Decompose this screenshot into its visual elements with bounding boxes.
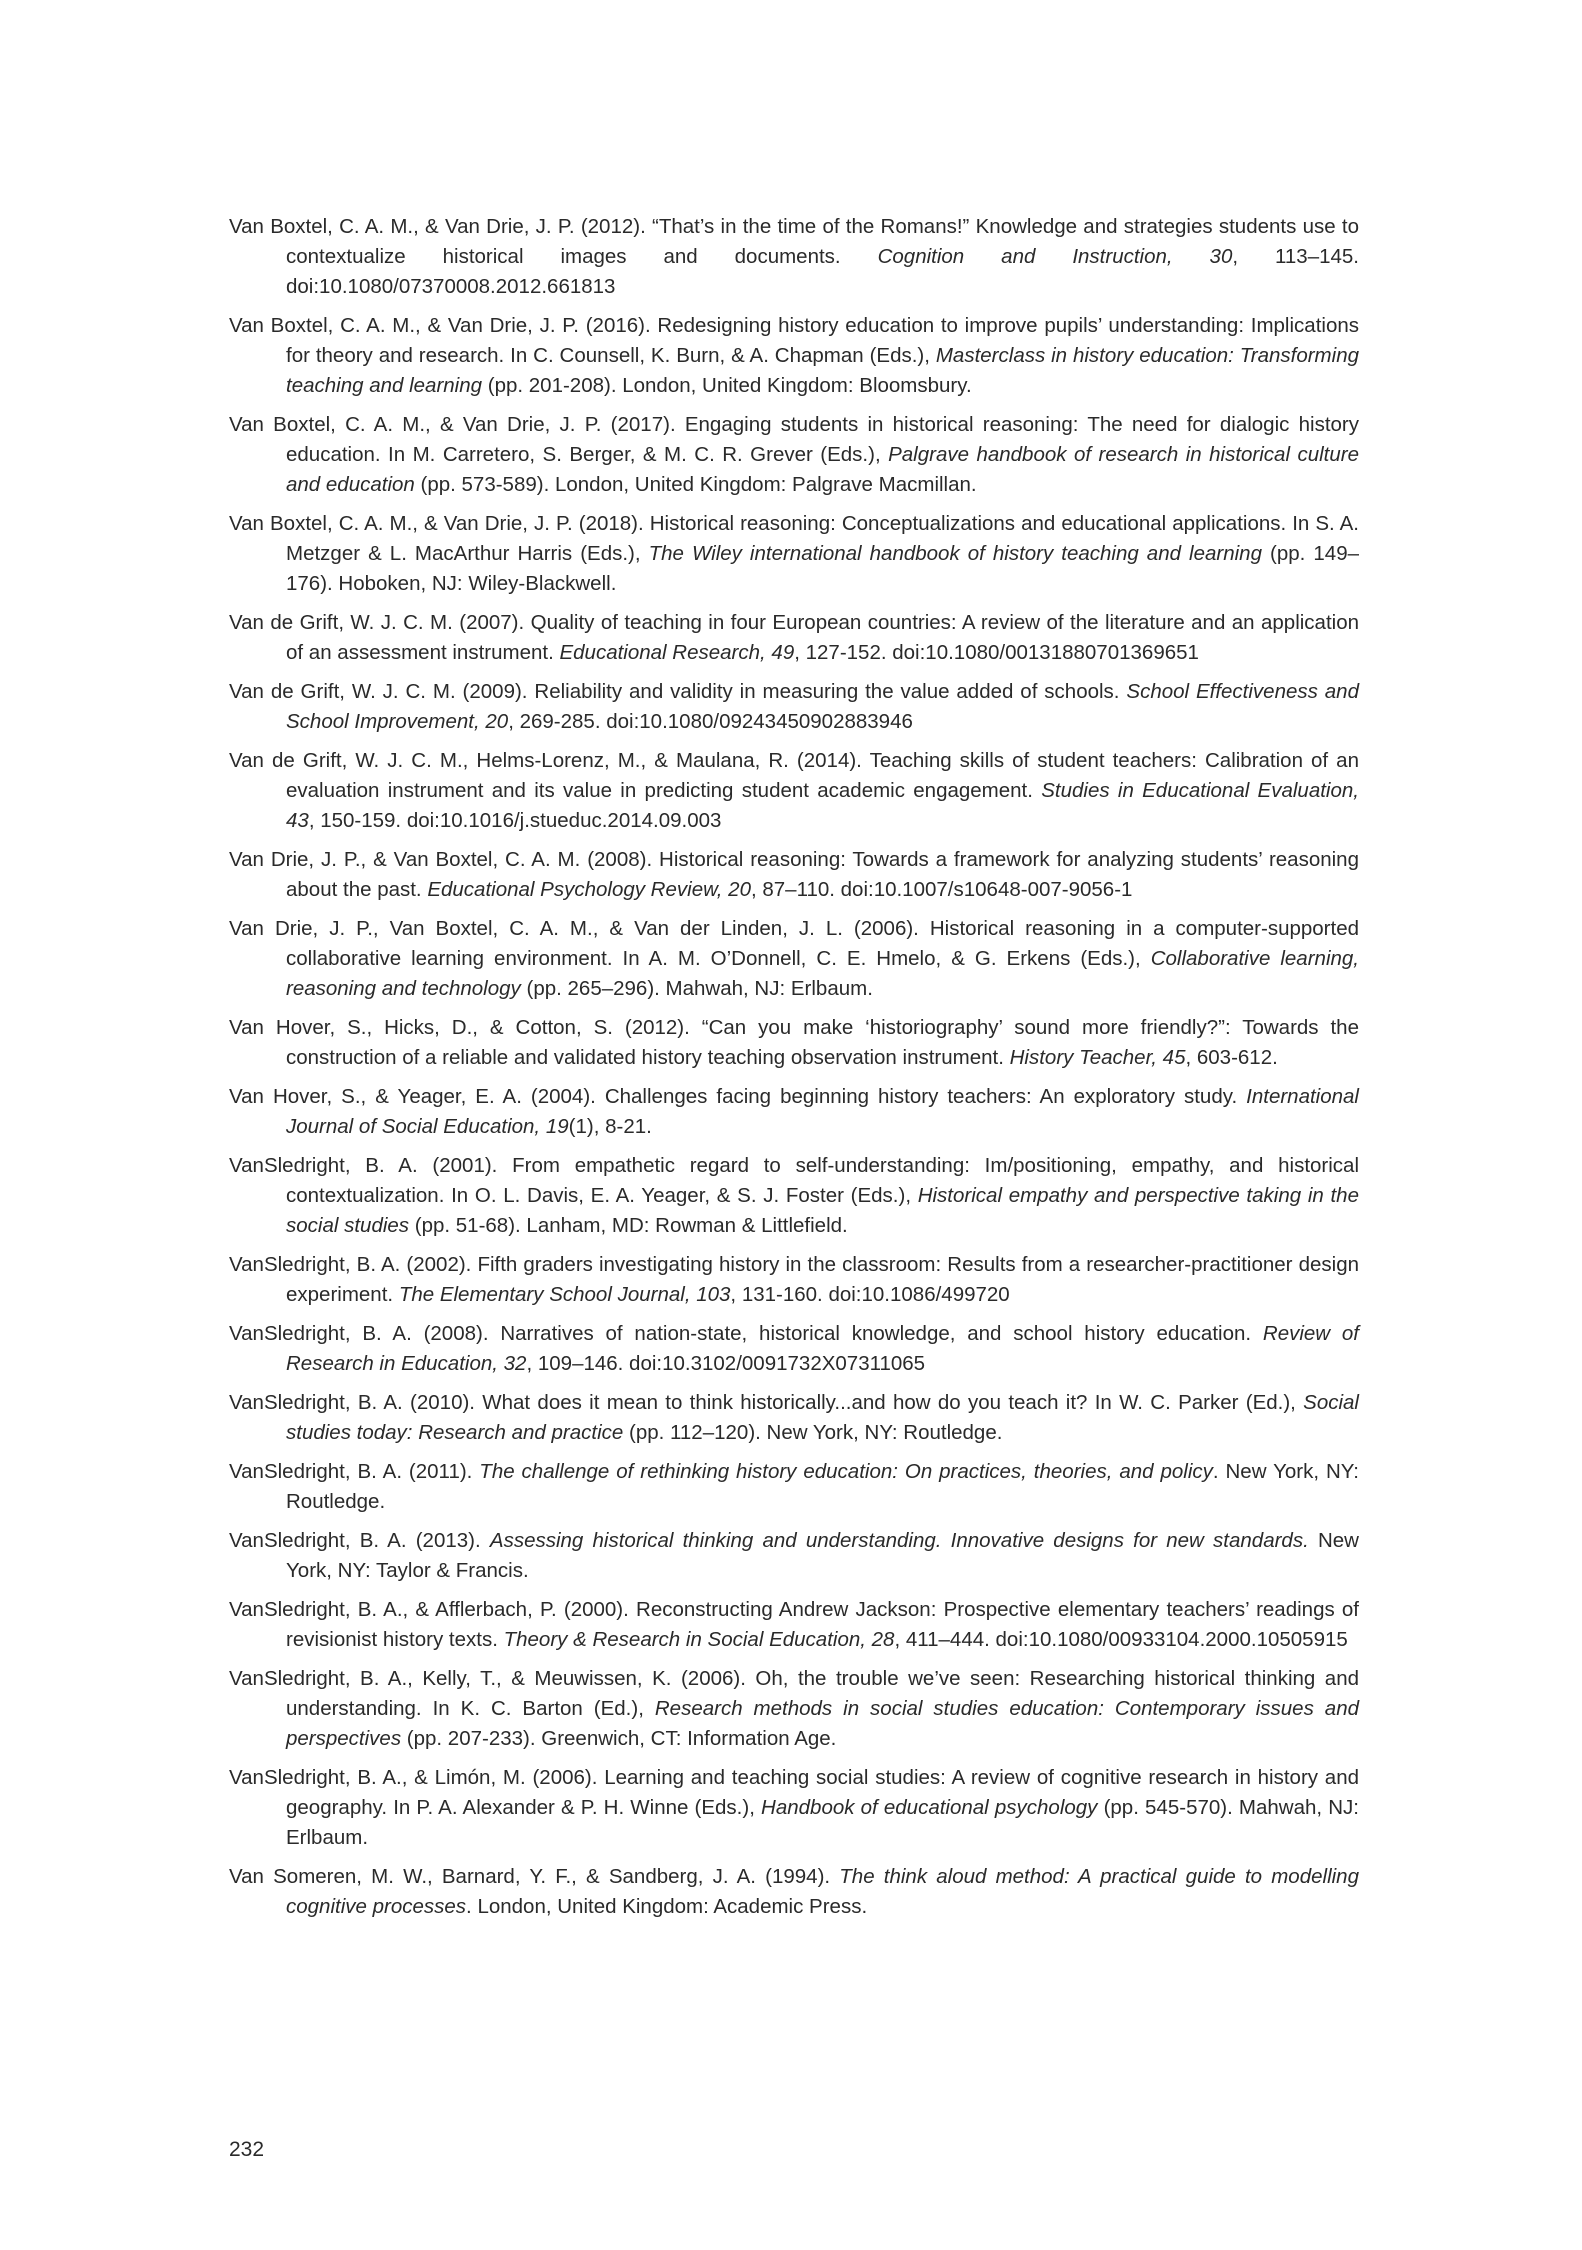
- reference-text: VanSledright, B. A. (2008). Narratives of nation-state, historical knowledge, and school history education.: [229, 1322, 1263, 1345]
- reference-source-title: Theory & Research in Social Education, 28: [503, 1628, 895, 1651]
- reference-entry: [229, 1595, 1359, 1655]
- reference-text: Van de Grift, W. J. C. M. (2009). Reliability and validity in measuring the value added of schools.: [229, 680, 1127, 703]
- reference-source-title: The Elementary School Journal, 103: [398, 1283, 731, 1306]
- reference-text: (pp. 573-589). London, United Kingdom: Palgrave Macmillan.: [414, 473, 977, 496]
- reference-source-title: Cognition and Instruction, 30: [877, 245, 1233, 268]
- reference-text: VanSledright, B. A., Kelly, T., & Meuwissen, K. (2006). Oh, the trouble we’ve seen: Researching historical thinking and understanding. In K. C. Barton (Ed.),: [229, 1667, 1359, 1720]
- reference-list: [229, 212, 1359, 1931]
- reference-text: (pp. 207-233). Greenwich, CT: Information Age.: [401, 1727, 837, 1750]
- reference-source-title: Educational Research, 49: [559, 641, 795, 664]
- reference-entry: [229, 746, 1359, 836]
- reference-entry: [229, 608, 1359, 668]
- reference-entry: [229, 212, 1359, 302]
- reference-text: , 150-159. doi:10.1016/j.stueduc.2014.09.003: [308, 809, 722, 832]
- reference-text: , 87–110. doi:10.1007/s10648-007-9056-1: [750, 878, 1133, 901]
- reference-source-title: Collaborative learning, reasoning and technology: [286, 947, 1359, 1000]
- reference-entry: [229, 1763, 1359, 1853]
- reference-text: Van Hover, S., & Yeager, E. A. (2004). Challenges facing beginning history teachers: An exploratory study.: [229, 1085, 1247, 1108]
- reference-text: (pp. 149–176). Hoboken, NJ: Wiley-Blackwell.: [286, 542, 1359, 595]
- reference-source-title: Social studies today: Research and practice: [286, 1391, 1359, 1444]
- reference-text: VanSledright, B. A. (2013).: [229, 1529, 490, 1552]
- reference-text: New York, NY: Taylor & Francis.: [286, 1529, 1359, 1582]
- reference-entry: [229, 914, 1359, 1004]
- reference-source-title: Palgrave handbook of research in historical culture and education: [286, 443, 1359, 496]
- reference-text: , 109–146. doi:10.3102/0091732X07311065: [526, 1352, 926, 1375]
- reference-source-title: School Effectiveness and School Improvement, 20: [286, 680, 1359, 733]
- reference-entry: [229, 1013, 1359, 1073]
- reference-text: , 131-160. doi:10.1086/499720: [730, 1283, 1010, 1306]
- reference-text: . London, United Kingdom: Academic Press.: [466, 1895, 868, 1918]
- reference-entry: [229, 1526, 1359, 1586]
- reference-text: Van Someren, M. W., Barnard, Y. F., & Sandberg, J. A. (1994).: [229, 1865, 840, 1888]
- reference-text: VanSledright, B. A. (2011).: [229, 1460, 480, 1483]
- reference-text: . New York, NY: Routledge.: [286, 1460, 1359, 1513]
- reference-text: (pp. 265–296). Mahwah, NJ: Erlbaum.: [520, 977, 873, 1000]
- reference-text: Van Boxtel, C. A. M., & Van Drie, J. P. (2012). “That’s in the time of the Romans!” Knowledge and strategies students use to contextualize historical images and documents.: [229, 215, 1359, 268]
- reference-entry: [229, 1250, 1359, 1310]
- reference-source-title: History Teacher, 45: [1009, 1046, 1186, 1069]
- reference-entry: [229, 509, 1359, 599]
- reference-text: Van Drie, J. P., Van Boxtel, C. A. M., & Van der Linden, J. L. (2006). Historical reasoning in a computer-supported collaborative learning environment. In A. M. O’Donnell, C. E. Hmelo, & G. Erkens (Eds.),: [229, 917, 1359, 970]
- reference-text: , 269-285. doi:10.1080/09243450902883946: [508, 710, 913, 733]
- reference-text: (1), 8-21.: [568, 1115, 652, 1138]
- reference-text: (pp. 112–120). New York, NY: Routledge.: [623, 1421, 1003, 1444]
- reference-source-title: The Wiley international handbook of history teaching and learning: [648, 542, 1262, 565]
- reference-text: Van Boxtel, C. A. M., & Van Drie, J. P. (2017). Engaging students in historical reasoning: The need for dialogic history education. In M. Carretero, S. Berger, & M. C. R. Grever (Eds.),: [229, 413, 1359, 466]
- page-number: 232: [229, 2138, 265, 2161]
- reference-entry: [229, 1388, 1359, 1448]
- reference-text: , 603-612.: [1185, 1046, 1278, 1069]
- reference-text: VanSledright, B. A., & Afflerbach, P. (2000). Reconstructing Andrew Jackson: Prospective elementary teachers’ readings of revisionist history texts.: [229, 1598, 1359, 1651]
- reference-entry: [229, 845, 1359, 905]
- reference-source-title: Historical empathy and perspective taking in the social studies: [286, 1184, 1359, 1237]
- reference-text: (pp. 545-570). Mahwah, NJ: Erlbaum.: [286, 1796, 1359, 1849]
- reference-entry: [229, 1862, 1359, 1922]
- reference-entry: [229, 1082, 1359, 1142]
- reference-text: VanSledright, B. A. (2002). Fifth graders investigating history in the classroom: Results from a researcher-practitioner design experiment.: [229, 1253, 1359, 1306]
- reference-entry: [229, 1319, 1359, 1379]
- reference-entry: [229, 1457, 1359, 1517]
- reference-entry: [229, 677, 1359, 737]
- reference-text: Van Boxtel, C. A. M., & Van Drie, J. P. (2018). Historical reasoning: Conceptualizations and educational applications. In S. A. Metzger & L. MacArthur Harris (Eds.),: [229, 512, 1359, 565]
- reference-text: Van Hover, S., Hicks, D., & Cotton, S. (2012). “Can you make ‘historiography’ sound more friendly?”: Towards the construction of a reliable and validated history teaching observation instrument.: [229, 1016, 1359, 1069]
- reference-source-title: International Journal of Social Education, 19: [286, 1085, 1359, 1138]
- reference-text: (pp. 51-68). Lanham, MD: Rowman & Littlefield.: [409, 1214, 848, 1237]
- reference-text: (pp. 201-208). London, United Kingdom: Bloomsbury.: [482, 374, 972, 397]
- reference-source-title: Masterclass in history education: Transforming teaching and learning: [286, 344, 1359, 397]
- reference-entry: [229, 1664, 1359, 1754]
- reference-text: , 127-152. doi:10.1080/00131880701369651: [794, 641, 1199, 664]
- reference-text: Van Boxtel, C. A. M., & Van Drie, J. P. (2016). Redesigning history education to improve pupils’ understanding: Implications for theory and research. In C. Counsell, K. Burn, & A. Chapman (Eds.),: [229, 314, 1359, 367]
- reference-source-title: Assessing historical thinking and understanding. Innovative designs for new standards.: [489, 1529, 1309, 1552]
- reference-source-title: Review of Research in Education, 32: [286, 1322, 1360, 1375]
- reference-text: , 113–145. doi:10.1080/07370008.2012.661813: [286, 245, 1359, 298]
- reference-entry: [229, 410, 1359, 500]
- reference-source-title: Research methods in social studies education: Contemporary issues and perspectives: [286, 1697, 1359, 1750]
- reference-source-title: Handbook of educational psychology: [761, 1796, 1098, 1819]
- reference-source-title: The think aloud method: A practical guide to modelling cognitive processes: [286, 1865, 1359, 1918]
- reference-source-title: The challenge of rethinking history education: On practices, theories, and policy: [479, 1460, 1213, 1483]
- reference-text: Van de Grift, W. J. C. M. (2007). Quality of teaching in four European countries: A review of the literature and an application of an assessment instrument.: [229, 611, 1359, 664]
- reference-text: VanSledright, B. A. (2010). What does it mean to think historically...and how do you teach it? In W. C. Parker (Ed.),: [229, 1391, 1304, 1414]
- reference-source-title: Studies in Educational Evaluation, 43: [286, 779, 1359, 832]
- reference-entry: [229, 311, 1359, 401]
- reference-text: VanSledright, B. A. (2001). From empathetic regard to self-understanding: Im/positioning, empathy, and historical contextualization. In O. L. Davis, E. A. Yeager, & S. J. Foster (Eds.),: [229, 1154, 1359, 1207]
- reference-text: Van Drie, J. P., & Van Boxtel, C. A. M. (2008). Historical reasoning: Towards a framework for analyzing students’ reasoning about the past.: [229, 848, 1359, 901]
- reference-text: VanSledright, B. A., & Limón, M. (2006). Learning and teaching social studies: A review of cognitive research in history and geography. In P. A. Alexander & P. H. Winne (Eds.),: [229, 1766, 1359, 1819]
- reference-entry: [229, 1151, 1359, 1241]
- reference-text: Van de Grift, W. J. C. M., Helms-Lorenz, M., & Maulana, R. (2014). Teaching skills of student teachers: Calibration of an evaluation instrument and its value in predicting student academic engagement.: [229, 749, 1359, 802]
- reference-source-title: Educational Psychology Review, 20: [427, 878, 751, 901]
- reference-text: , 411–444. doi:10.1080/00933104.2000.10505915: [894, 1628, 1348, 1651]
